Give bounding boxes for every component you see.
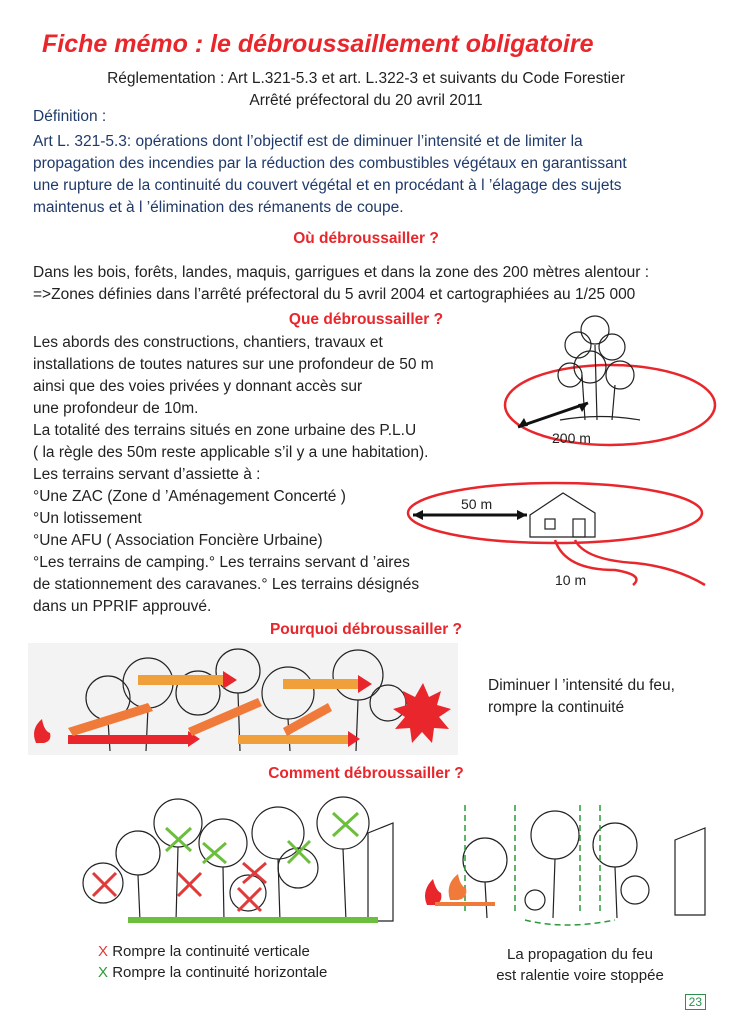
regulation-line-2: Arrêté préfectoral du 20 avril 2011 [249, 92, 483, 109]
what-line: Les abords des constructions, chantiers, travaux et [33, 334, 383, 351]
what-text [33, 332, 434, 618]
propagation-slowed-illustration [415, 790, 715, 930]
what-line: Les terrains servant d’assiette à : [33, 466, 261, 483]
house-50m-illustration [405, 475, 715, 593]
legend-vertical [98, 941, 327, 962]
definition-text [33, 131, 627, 219]
tree-200m-illustration [500, 305, 720, 455]
what-line: ainsi que des voies privées y donnant accès sur [33, 378, 363, 395]
fire-spread-illustration [28, 643, 458, 755]
legend-horizontal-text: Rompre la continuité horizontale [112, 964, 328, 981]
why-caption-line: rompre la continuité [488, 699, 625, 716]
zone-200m-ellipse [505, 365, 715, 445]
what-line: installations de toutes natures sur une profondeur de 50 m [33, 356, 434, 373]
definition-label: Définition : [33, 108, 107, 125]
page-title: Fiche mémo : le débroussaillement obligatoire [42, 30, 594, 58]
house-icon [530, 493, 595, 537]
how-caption-line: est ralentie voire stoppée [496, 967, 664, 984]
trees-icon [463, 811, 705, 918]
definition-line: propagation des incendies par la réduction des combustibles végétaux en garantissant [33, 155, 627, 172]
vertical-horizontal-break-illustration [48, 793, 400, 928]
why-heading: Pourquoi débroussailler ? [269, 621, 463, 638]
cross-green-icon: X [98, 964, 109, 981]
distance-markers [465, 805, 615, 925]
why-caption-line: Diminuer l ’intensité du feu, [488, 677, 675, 694]
where-heading: Où débroussailler ? [293, 230, 439, 247]
what-line: ( la règle des 50m reste applicable s’il y a une habitation). [33, 444, 429, 461]
cross-green-icon [166, 813, 358, 863]
what-line: °Une ZAC (Zone d ’Aménagement Concerté ) [33, 488, 346, 505]
how-caption [470, 944, 690, 986]
where-line: Dans les bois, forêts, landes, maquis, garrigues et dans la zone des 200 mètres alentour : [33, 264, 650, 281]
legend-horizontal [98, 962, 327, 983]
arrow-200m [518, 403, 588, 427]
what-line: dans un PPRIF approuvé. [33, 598, 212, 615]
what-line: °Une AFU ( Association Foncière Urbaine) [33, 532, 323, 549]
what-line: °Les terrains de camping.° Les terrains servant d ’aires [33, 554, 410, 571]
definition-line: Art L. 321-5.3: opérations dont l’objectif est de diminuer l’intensité et de limiter la [33, 133, 583, 150]
trees-icon [83, 797, 393, 921]
page-number: 23 [685, 994, 706, 1010]
definition-line: maintenus et à l ’élimination des rémanents de coupe. [33, 199, 404, 216]
ground-strip [128, 917, 378, 923]
why-caption [488, 675, 675, 719]
flame-icon [425, 874, 466, 905]
where-line: =>Zones définies dans l’arrêté préfectoral du 5 avril 2004 et cartographiées au 1/25 000 [33, 286, 636, 303]
definition-line: une rupture de la continuité du couvert végétal et en procédant à l ’élagage des sujets [33, 177, 622, 194]
cross-red-icon: X [98, 943, 109, 960]
label-10m: 10 m [555, 572, 587, 588]
what-line: une profondeur de 10m. [33, 400, 199, 417]
how-heading: Comment débroussailler ? [268, 765, 464, 782]
what-line: de stationnement des caravanes.° Les terrains désignés [33, 576, 420, 593]
legend-vertical-text: Rompre la continuité verticale [112, 943, 310, 960]
regulation-line-1: Réglementation : Art L.321-5.3 et art. L.322-3 et suivants du Code Forestier [107, 70, 625, 87]
fire-arrow-icon [435, 902, 495, 906]
what-line: °Un lotissement [33, 510, 142, 527]
label-200m: 200 m [552, 430, 591, 446]
what-heading: Que débroussailler ? [288, 311, 444, 328]
zone-50m-ellipse [408, 483, 702, 543]
how-caption-line: La propagation du feu [507, 946, 653, 963]
where-text [33, 262, 649, 306]
what-line: La totalité des terrains situés en zone urbaine des P.L.U [33, 422, 417, 439]
label-50m: 50 m [461, 496, 493, 512]
how-legend [98, 941, 327, 983]
